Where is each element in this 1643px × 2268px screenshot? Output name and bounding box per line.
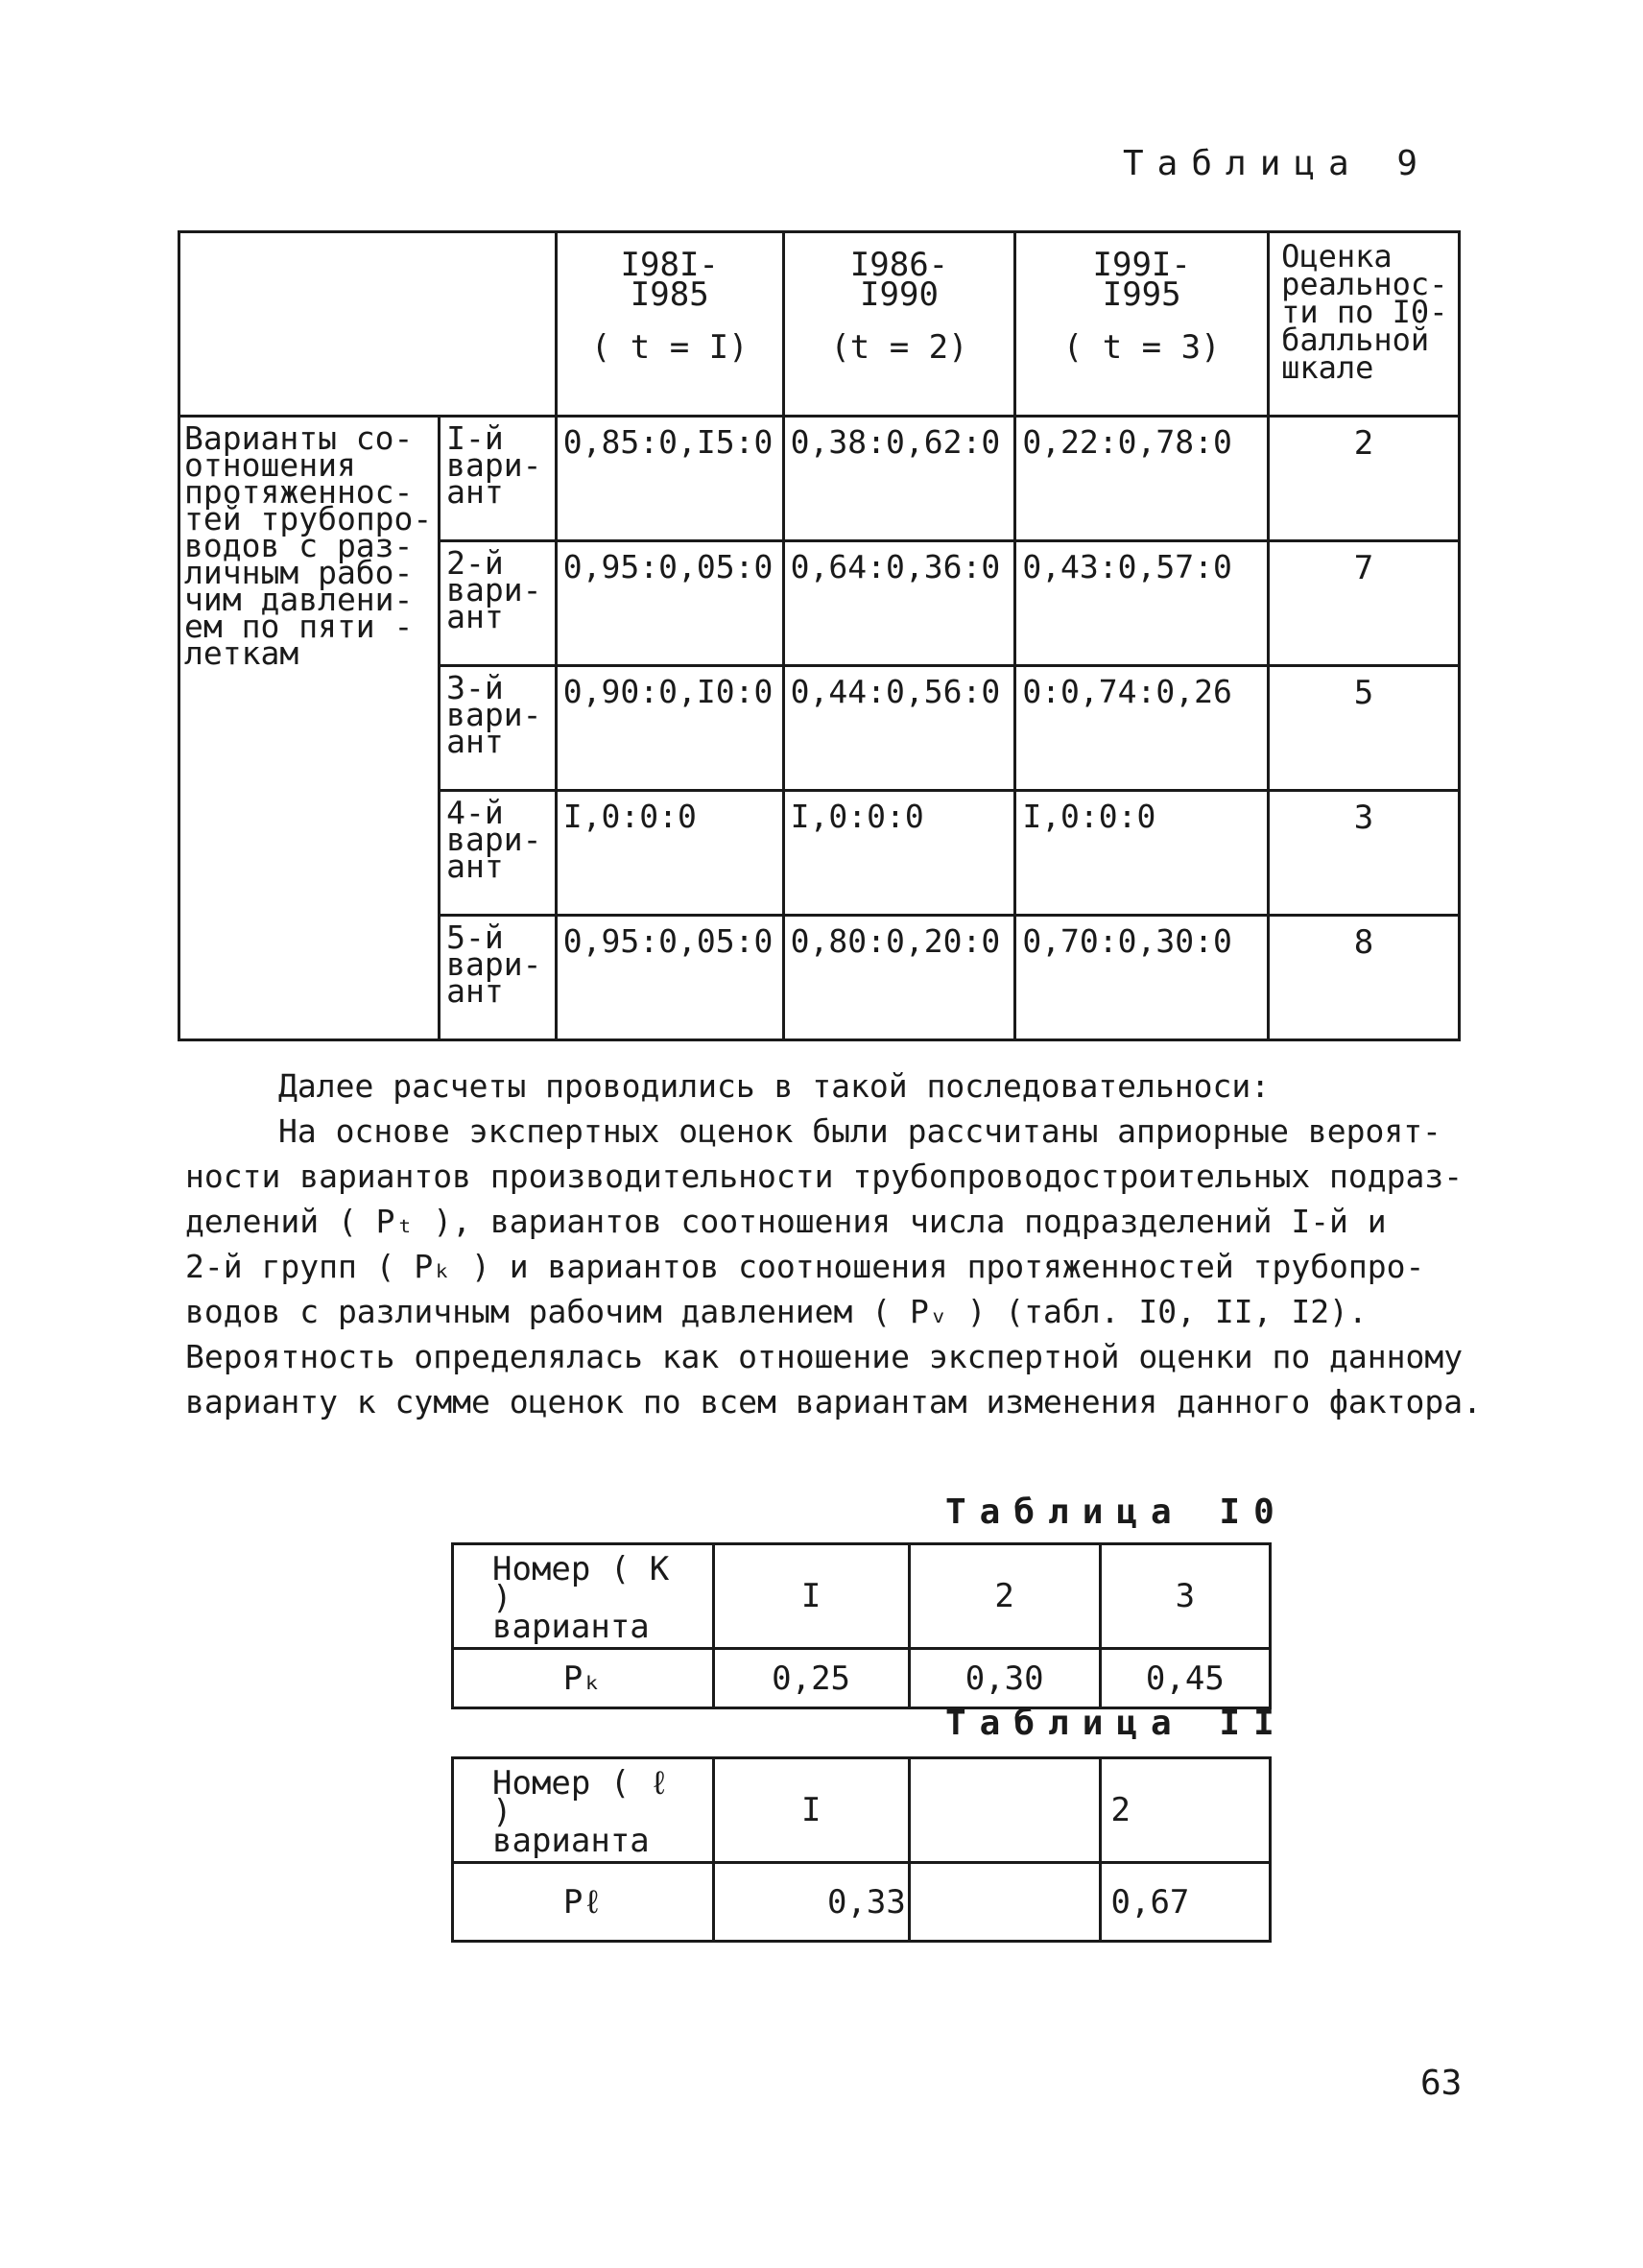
variant-1-period-1: 0,85:0,I5:0: [556, 417, 783, 541]
table10-header-label: Номер ( K ) варианта: [453, 1544, 714, 1649]
table11-header-label: Номер ( ℓ ) варианта: [453, 1758, 714, 1863]
table11-value-empty: [909, 1863, 1100, 1942]
table11-number-2: 2: [1100, 1758, 1270, 1863]
paragraph-line-6: водов с различным рабочим давлением ( Pᵥ ) (табл. I0, II, I2).: [185, 1293, 1368, 1330]
table11-value-row: [453, 1863, 1271, 1942]
variant-2-period-1: 0,95:0,05:0: [556, 541, 783, 666]
variant-5-period-1: 0,95:0,05:0: [556, 916, 783, 1040]
table9-header-row: [179, 232, 1460, 417]
variant-1-score: 2: [1269, 417, 1460, 541]
variant-2-label: 2-й вари- ант: [440, 541, 557, 666]
table-11: [451, 1756, 1272, 1943]
table-10: [451, 1542, 1272, 1709]
period-3-t: ( t = 3): [1062, 328, 1221, 367]
period-3-header: [1015, 232, 1269, 417]
table10-number-1: I: [713, 1544, 909, 1649]
variant-5-score: 8: [1269, 916, 1460, 1040]
table10-symbol: Pₖ: [453, 1649, 714, 1708]
variant-3-period-2: 0,44:0,56:0: [783, 666, 1015, 791]
variant-5-period-2: 0,80:0,20:0: [783, 916, 1015, 1040]
variant-2-score: 7: [1269, 541, 1460, 666]
paragraph-line-4: делений ( Pₜ ), вариантов соотношения числа подразделений I-й и: [185, 1203, 1387, 1240]
variant-4-period-2: I,0:0:0: [783, 791, 1015, 916]
paragraph-line-8: варианту к сумме оценок по всем вариантам изменения данного фактора.: [185, 1383, 1483, 1420]
table11-header-row: [453, 1758, 1271, 1863]
table10-value-3: 0,45: [1100, 1649, 1270, 1708]
table-9: [178, 230, 1461, 1041]
period-1-years: I98I- I985: [620, 246, 719, 314]
variant-3-period-3: 0:0,74:0,26: [1015, 666, 1269, 791]
table9-caption: Таблица 9: [1123, 144, 1432, 183]
period-2-header: [783, 232, 1015, 417]
table11-number-empty: [909, 1758, 1100, 1863]
variant-4-label: 4-й вари- ант: [440, 791, 557, 916]
variant-5-period-3: 0,70:0,30:0: [1015, 916, 1269, 1040]
table9-header-empty: [179, 232, 557, 417]
table10-value-row: [453, 1649, 1271, 1708]
table11-value-1: 0,33: [713, 1863, 909, 1942]
variant-3-score: 5: [1269, 666, 1460, 791]
page-number: 63: [1420, 2064, 1463, 2103]
paragraph-line-2: На основе экспертных оценок были рассчитаны априорные вероят-: [278, 1112, 1441, 1150]
table11-value-2: 0,67: [1100, 1863, 1270, 1942]
table11-caption: Таблица II: [945, 1704, 1288, 1743]
period-3-years: I99I- I995: [1092, 246, 1191, 314]
paragraph-line-7: Вероятность определялась как отношение экспертной оценки по данному: [185, 1338, 1464, 1375]
table10-caption: Таблица I0: [945, 1492, 1288, 1532]
variant-3-period-1: 0,90:0,I0:0: [556, 666, 783, 791]
variant-1-label: I-й вари- ант: [440, 417, 557, 541]
period-2-t: (t = 2): [830, 328, 968, 367]
period-2-years: I986- I990: [849, 246, 949, 314]
variant-1-period-2: 0,38:0,62:0: [783, 417, 1015, 541]
table11-symbol: Pℓ: [453, 1863, 714, 1942]
variant-5-label: 5-й вари- ант: [440, 916, 557, 1040]
variant-2-period-2: 0,64:0,36:0: [783, 541, 1015, 666]
variant-2-period-3: 0,43:0,57:0: [1015, 541, 1269, 666]
period-1-header: [556, 232, 783, 417]
period-1-t: ( t = I): [590, 328, 749, 367]
table10-value-2: 0,30: [909, 1649, 1100, 1708]
paragraph-line-5: 2-й групп ( Pₖ ) и вариантов соотношения протяженностей трубопро-: [185, 1248, 1425, 1285]
row-group-label: Варианты со- отношения протяженнос- тей трубопро- водов с раз- личным рабо- чим давлени- ем по пяти - леткам: [179, 417, 440, 1040]
table10-number-2: 2: [909, 1544, 1100, 1649]
paragraph-line-1: Далее расчеты проводились в такой последовательноси:: [278, 1067, 1271, 1105]
table10-number-3: 3: [1100, 1544, 1270, 1649]
table9-row-1: [179, 417, 1460, 541]
paragraph-line-3: ности вариантов производительности трубопроводостроительных подраз-: [185, 1158, 1464, 1195]
table11-number-1: I: [713, 1758, 909, 1863]
variant-3-label: 3-й вари- ант: [440, 666, 557, 791]
table10-header-row: [453, 1544, 1271, 1649]
body-text: [185, 1063, 1483, 1424]
variant-1-period-3: 0,22:0,78:0: [1015, 417, 1269, 541]
variant-4-period-1: I,0:0:0: [556, 791, 783, 916]
table10-value-1: 0,25: [713, 1649, 909, 1708]
score-header: Оценка реальнос- ти по I0- балльной шкале: [1269, 232, 1460, 417]
variant-4-period-3: I,0:0:0: [1015, 791, 1269, 916]
variant-4-score: 3: [1269, 791, 1460, 916]
